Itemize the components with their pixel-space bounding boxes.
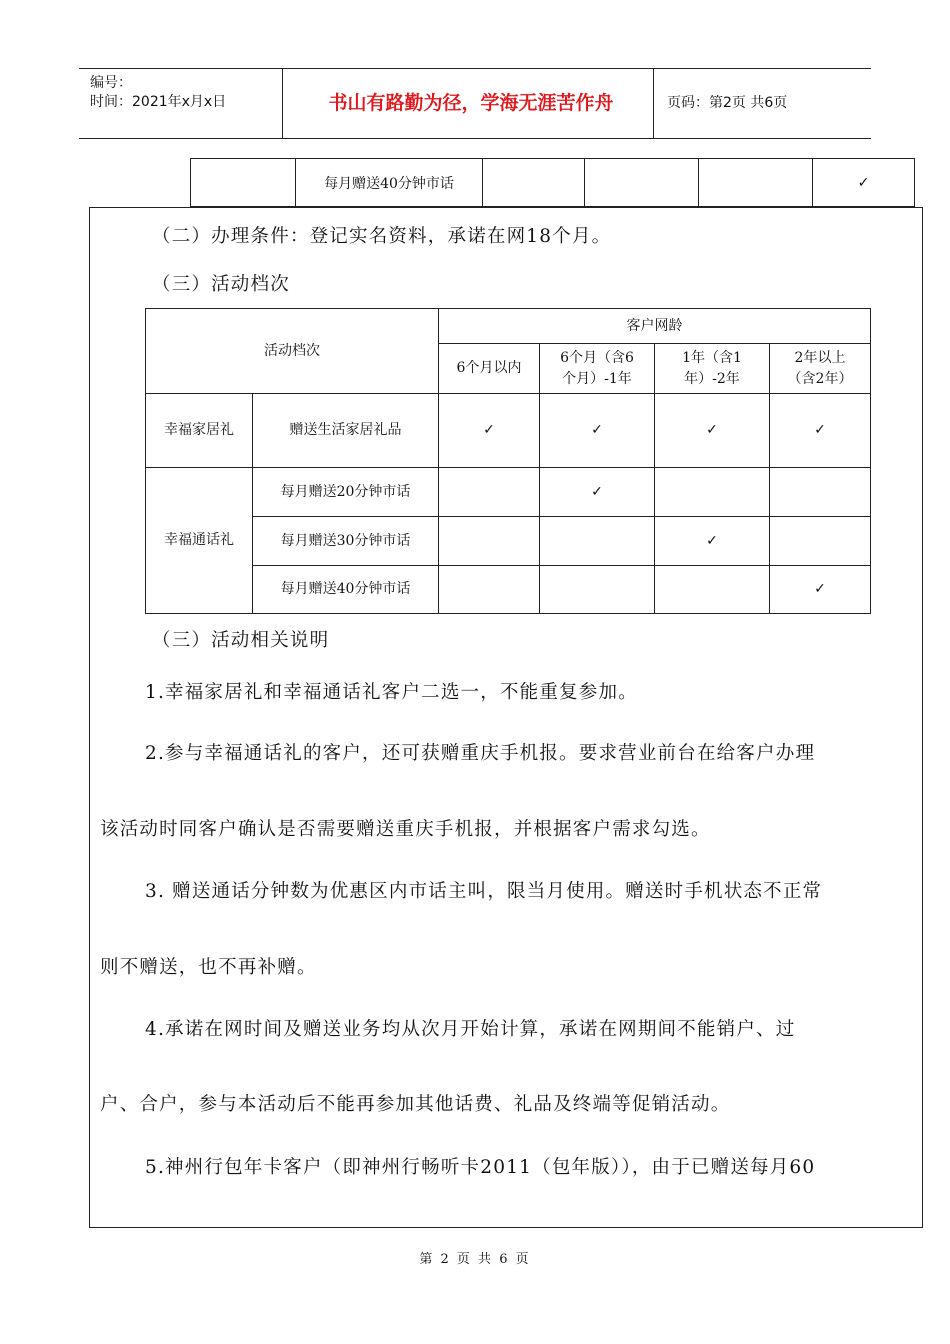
check-mark: ✓ [540, 394, 655, 468]
section-notes-title: （三）活动相关说明 [152, 630, 330, 651]
carryover-cell [585, 159, 699, 207]
age-column-header: 6个月（含6 个月）-1年 [540, 344, 655, 394]
activity-tier-table [145, 308, 871, 614]
table-row [146, 394, 871, 468]
check-mark [655, 566, 770, 614]
carryover-cell: 每月赠送40分钟市话 [296, 159, 483, 207]
age-column-header: 1年（含1 年）-2年 [655, 344, 770, 394]
note-paragraph: 户、合户，参与本活动后不能再参加其他话费、礼品及终端等促销活动。 [100, 1094, 731, 1115]
item-name: 每月赠送40分钟市话 [253, 566, 439, 614]
check-mark [439, 517, 540, 566]
motto: 书山有路勤为径，学海无涯苦作舟 [328, 92, 614, 114]
table-row [146, 468, 871, 517]
item-name: 每月赠送20分钟市话 [253, 468, 439, 517]
section-tiers-title: （三）活动档次 [152, 274, 290, 295]
check-mark: ✓ [813, 159, 915, 207]
carryover-cell [699, 159, 813, 207]
page-header [79, 68, 871, 139]
check-mark [770, 517, 871, 566]
note-paragraph: 1.幸福家居礼和幸福通话礼客户二选一，不能重复参加。 [145, 682, 638, 703]
age-header: 客户网龄 [439, 309, 871, 344]
header-divider [282, 69, 283, 138]
date-label: 时间：2021年x月x日 [90, 94, 227, 110]
check-mark: ✓ [770, 394, 871, 468]
group-name: 幸福家居礼 [146, 394, 253, 468]
number-label: 编号： [90, 75, 132, 91]
section-conditions: （二）办理条件：登记实名资料，承诺在网18个月。 [152, 226, 612, 247]
note-paragraph: 该活动时同客户确认是否需要赠送重庆手机报，并根据客户需求勾选。 [100, 819, 711, 840]
carryover-cell [191, 159, 296, 207]
carryover-cell [483, 159, 585, 207]
note-paragraph: 4.承诺在网时间及赠送业务均从次月开始计算，承诺在网期间不能销户、过 [145, 1019, 796, 1040]
item-name: 赠送生活家居礼品 [253, 394, 439, 468]
carryover-row [190, 158, 915, 207]
check-mark [540, 517, 655, 566]
check-mark [439, 468, 540, 517]
age-column-header: 2年以上 （含2年） [770, 344, 871, 394]
tier-header: 活动档次 [146, 309, 439, 394]
note-paragraph: 5.神州行包年卡客户（即神州行畅听卡2011（包年版）），由于已赠送每月60 [145, 1157, 816, 1178]
check-mark: ✓ [770, 566, 871, 614]
group-name: 幸福通话礼 [146, 468, 253, 614]
item-name: 每月赠送30分钟市话 [253, 517, 439, 566]
table-row [146, 566, 871, 614]
check-mark [439, 566, 540, 614]
table-row [146, 517, 871, 566]
check-mark [540, 566, 655, 614]
age-column-header: 6个月以内 [439, 344, 540, 394]
note-paragraph: 3. 赠送通话分钟数为优惠区内市话主叫，限当月使用。赠送时手机状态不正常 [145, 881, 823, 902]
check-mark [770, 468, 871, 517]
check-mark [655, 468, 770, 517]
note-paragraph: 2.参与幸福通话礼的客户，还可获赠重庆手机报。要求营业前台在给客户办理 [145, 743, 816, 764]
check-mark: ✓ [655, 394, 770, 468]
page-code: 页码：第2页 共6页 [667, 95, 788, 111]
note-paragraph: 则不赠送，也不再补赠。 [100, 957, 317, 978]
check-mark: ✓ [439, 394, 540, 468]
page-footer: 第 2 页 共 6 页 [419, 1252, 531, 1267]
check-mark: ✓ [655, 517, 770, 566]
check-mark: ✓ [540, 468, 655, 517]
